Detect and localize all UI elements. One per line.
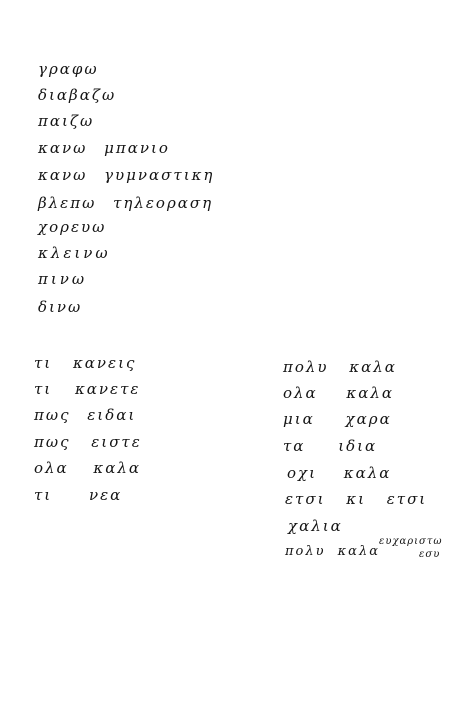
answer-item: τα ιδια xyxy=(283,437,378,455)
verb-item: παιζω xyxy=(38,112,95,130)
answer-item: ολα καλα xyxy=(283,384,395,402)
answer-item: ετσι κι ετσι xyxy=(285,490,428,508)
answer-item: χαλια xyxy=(288,517,343,535)
verb-item: κανω μπανιο xyxy=(38,139,170,157)
verb-item: διαβαζω xyxy=(38,86,117,104)
verb-item: χορευω xyxy=(38,218,107,236)
question-item: ολα καλα xyxy=(34,459,142,477)
reply-word: εσυ xyxy=(419,549,441,560)
verb-item: κανω γυμναστικη xyxy=(38,166,215,184)
verb-item: πινω xyxy=(38,270,88,288)
verb-item: γραφω xyxy=(38,60,99,78)
answer-item: οχι καλα xyxy=(287,464,392,482)
answer-item: μια χαρα xyxy=(283,410,392,428)
question-item: τι νεα xyxy=(34,486,123,504)
answer-item: πολυ καλα xyxy=(285,544,380,559)
thanks-word: ευχαριστω xyxy=(379,536,443,547)
question-item: τι κανετε xyxy=(34,380,141,398)
question-item: πως ειδαι xyxy=(34,406,137,424)
verb-item: κλεινω xyxy=(38,244,111,262)
verb-item: βλεπω τηλεοραση xyxy=(38,194,214,212)
question-item: τι κανεις xyxy=(34,354,137,372)
verb-item: δινω xyxy=(38,298,83,316)
answer-item: πολυ καλα xyxy=(283,358,397,376)
question-item: πως ειστε xyxy=(34,433,142,451)
